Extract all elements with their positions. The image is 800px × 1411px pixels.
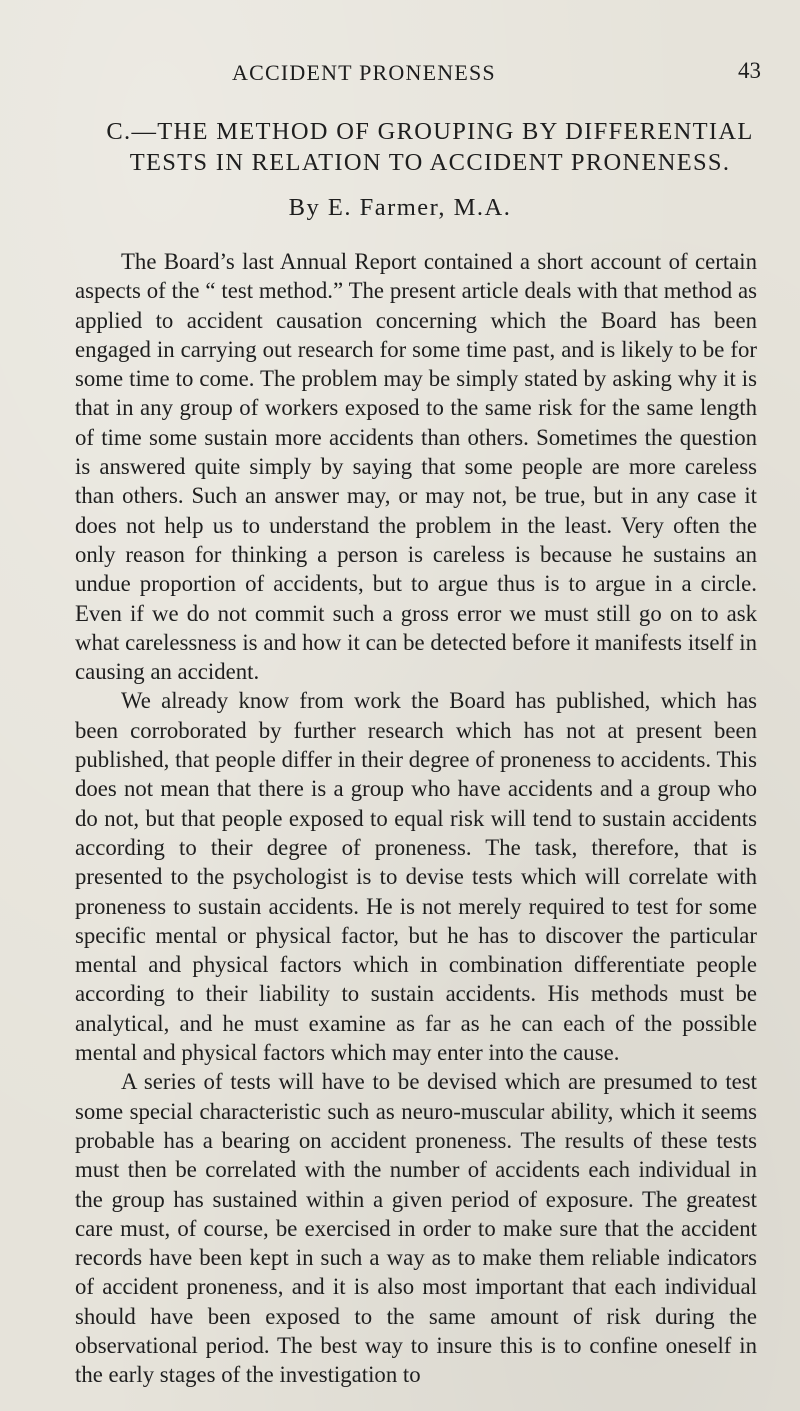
article-byline: By E. Farmer, M.A. xyxy=(288,194,512,221)
running-head: ACCIDENT PRONENESS xyxy=(232,60,496,85)
article-title: C.—THE METHOD OF GROUPING BY DIFFERENTIAL TESTS IN RELATION TO ACCIDENT PRONENESS. xyxy=(106,118,754,176)
paragraph-2: We already know from work the Board has published, which has been corroborated by further research which has not at present been published, that people differ in their degree of proneness to accidents. This does not mean that there is a group who have accidents and a group who do not, but that people exposed to equal risk will tend to sustain accidents according to their degree of proneness. The task, therefore, that is presented to the psychologist is to devise tests which will correlate with proneness to sustain accidents. He is not merely required to test for some specific mental or physical factor, but he has to discover the particular mental and physical factors which in combination differentiate people according to their liability to sustain accidents. His methods must be analytical, and he must examine as far as he can each of the possible mental and physical factors which may enter into the cause. xyxy=(75,688,757,1066)
article-body xyxy=(75,247,757,1390)
page-number: 43 xyxy=(738,58,761,83)
paragraph-1: The Board’s last Annual Report contained a short account of certain aspects of the “ test method.” The present article deals with that method as applied to accident causation concerning which the Board has been engaged in carrying out research for some time past, and is likely to be for some time to come. The problem may be simply stated by asking why it is that in any group of workers exposed to the same risk for the same length of time some sustain more accidents than others. Sometimes the question is answered quite simply by saying that some people are more careless than others. Such an answer may, or may not, be true, but in any case it does not help us to understand the problem in the least. Very often the only reason for thinking a person is careless is because he sustains an undue proportion of accidents, but to argue thus is to argue in a circle. Even if we do not commit such a gross error we must still go on to ask what carelessness is and how it can be detected before it manifests itself in causing an accident. xyxy=(75,249,757,685)
paragraph-3: A series of tests will have to be devised which are presumed to test some special characteristic such as neuro-muscular ability, which it seems probable has a bearing on accident proneness. The results of these tests must then be correlated with the number of accidents each individual in the group has sustained within a given period of exposure. The greatest care must, of course, be exercised in order to make sure that the accident records have been kept in such a way as to make them reliable indicators of accident proneness, and it is also most important that each individual should have been exposed to the same amount of risk during the observational period. The best way to insure this is to confine oneself in the early stages of the investigation to xyxy=(75,1069,757,1388)
